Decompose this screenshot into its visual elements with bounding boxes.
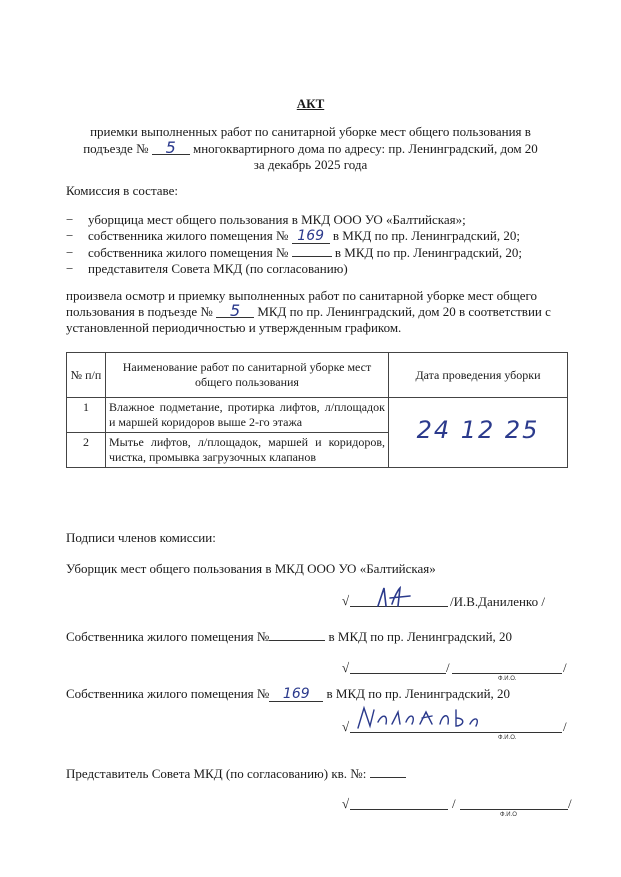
owner-1-label-after: в МКД по пр. Ленинградский, 20 <box>328 629 513 644</box>
commission-heading: Комиссия в составе: <box>66 183 178 198</box>
commission-member-3 <box>66 244 522 261</box>
statement-line-2 <box>66 301 551 320</box>
owner-1-label <box>66 628 512 645</box>
title-line-2-after: многоквартирного дома по адресу: пр. Ленинградский, дом 20 <box>192 141 538 156</box>
slash: / <box>568 796 572 811</box>
bullet: − <box>66 228 74 243</box>
member-4-text: представителя Совета МКД (по согласованию) <box>88 261 348 276</box>
apartment-blank <box>292 244 332 257</box>
cleaning-date-handwritten: 24 12 25 <box>416 416 540 444</box>
row-1-name: Влажное подметание, протирка лифтов, л/площадок и маршей коридоров выше 2-го этажа <box>106 398 389 433</box>
member-2-before: собственника жилого помещения № <box>88 228 289 243</box>
slash: / <box>563 719 567 734</box>
member-3-after: в МКД по пр. Ленинградский, 20; <box>334 245 523 260</box>
check-mark: √ <box>342 796 350 811</box>
signature-line <box>350 809 448 810</box>
apartment-number-handwritten: 169 <box>269 688 323 702</box>
fio-caption: Ф.И.О <box>500 812 517 818</box>
statement-line-2-before: пользования в подъезде № <box>66 304 213 319</box>
table-row <box>67 398 568 433</box>
fio-caption: Ф.И.О. <box>498 735 517 741</box>
name-line <box>460 809 568 810</box>
header-date: Дата проведения уборки <box>389 353 568 398</box>
entrance-number-handwritten: 5 <box>152 141 190 155</box>
bullet: − <box>66 245 74 260</box>
date-cell <box>389 398 568 468</box>
member-2-after: в МКД по пр. Ленинградский, 20; <box>332 228 521 243</box>
owner-signature-icon <box>352 702 502 734</box>
statement-line-2-after: МКД по пр. Ленинградский, дом 20 в соответствии с <box>257 304 551 319</box>
slash: / <box>563 660 567 675</box>
slash: / <box>452 796 456 811</box>
row-2-num: 2 <box>67 433 106 468</box>
row-1-num: 1 <box>67 398 106 433</box>
check-mark: √ <box>342 593 350 608</box>
member-1-text: уборщица мест общего пользования в МКД ООО УО «Балтийская»; <box>88 212 466 227</box>
owner-2-label-before: Собственника жилого помещения № <box>66 686 270 701</box>
cleaner-label: Уборщик мест общего пользования в МКД ООО УО «Балтийская» <box>66 561 436 576</box>
signatures-heading: Подписи членов комиссии: <box>66 530 216 545</box>
signature-line <box>350 673 446 674</box>
entrance-number-handwritten: 5 <box>216 304 254 318</box>
statement-line-1: произвела осмотр и приемку выполненных работ по санитарной уборке мест общего <box>66 288 538 303</box>
commission-member-1 <box>66 212 466 228</box>
works-table <box>66 352 568 468</box>
table-header-row <box>67 353 568 398</box>
cleaner-name: /И.В.Даниленко / <box>450 594 545 609</box>
bullet: − <box>66 261 74 276</box>
owner-2-label-after: в МКД по пр. Ленинградский, 20 <box>326 686 511 701</box>
title-line-2-before: подъезде № <box>83 141 149 156</box>
document-title: АКТ <box>296 96 325 111</box>
council-rep-text: Представитель Совета МКД (по согласованию) кв. №: <box>66 766 367 781</box>
check-mark: √ <box>342 719 350 734</box>
member-3-before: собственника жилого помещения № <box>88 245 289 260</box>
apartment-blank <box>269 628 325 641</box>
header-work-name: Наименование работ по санитарной уборке мест общего пользования <box>106 353 389 398</box>
commission-member-4 <box>66 261 348 277</box>
owner-2-label <box>66 686 510 702</box>
title-line-1: приемки выполненных работ по санитарной уборке мест общего пользования в <box>90 124 531 139</box>
row-2-name: Мытье лифтов, л/площадок, маршей и коридоров, чистка, промывка загрузочных клапанов <box>106 433 389 468</box>
council-rep-label <box>66 765 406 782</box>
fio-caption: Ф.И.О. <box>498 676 517 682</box>
owner-1-label-before: Собственника жилого помещения № <box>66 629 270 644</box>
name-line <box>452 673 562 674</box>
check-mark: √ <box>342 660 350 675</box>
apartment-number-handwritten: 169 <box>292 230 330 244</box>
commission-member-2 <box>66 228 520 244</box>
statement-line-3: установленной периодичностью и утвержденным графиком. <box>66 320 402 335</box>
title-period: за декабрь 2025 года <box>253 157 368 172</box>
bullet: − <box>66 212 74 227</box>
cleaner-signature-icon <box>370 584 430 610</box>
header-num: № п/п <box>67 353 106 398</box>
slash: / <box>446 660 450 675</box>
title-line-2 <box>0 138 621 157</box>
apartment-blank <box>370 765 406 778</box>
